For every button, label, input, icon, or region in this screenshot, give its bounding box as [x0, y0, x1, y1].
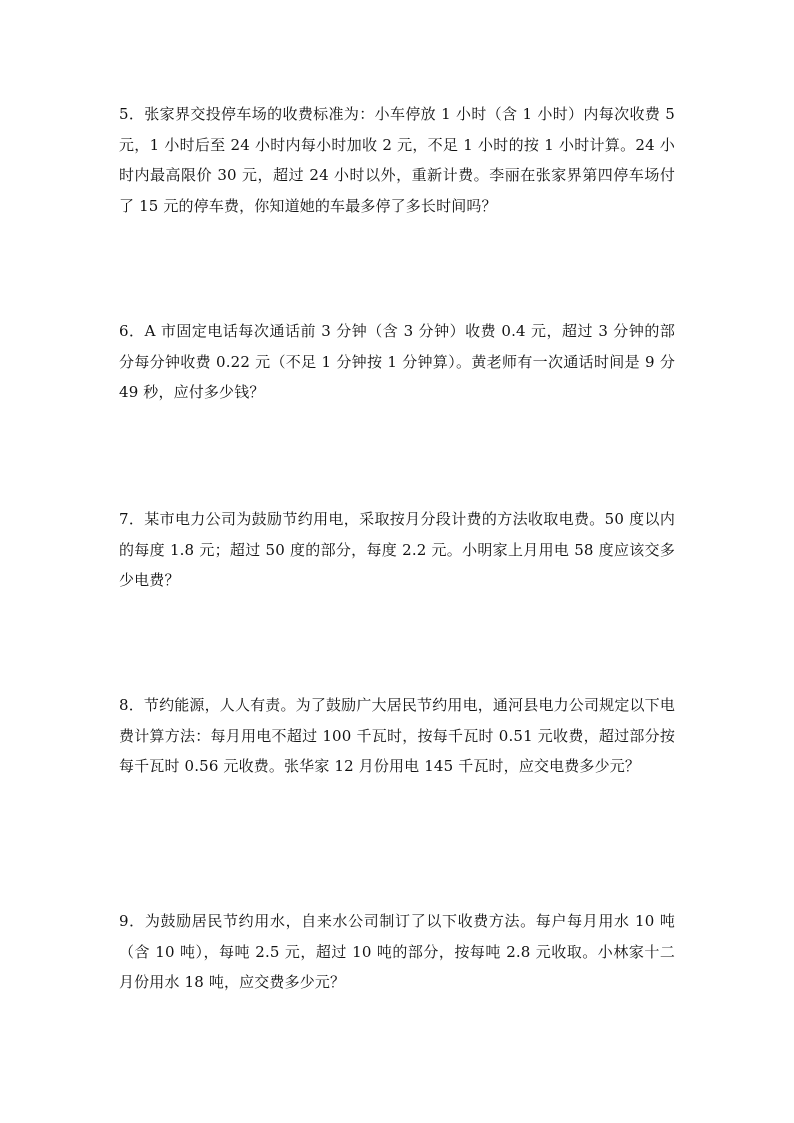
problem-7: [119, 504, 675, 596]
problem-9-text: 为鼓励居民节约用水，自来水公司制订了以下收费方法。每户每月用水 10 吨（含 10 吨），每吨 2.5 元，超过 10 吨的部分，按每吨 2.8 元收取。小林家十二月份用水 18 吨，应交费多少元？: [119, 912, 676, 991]
problem-6-number: 6．: [119, 322, 145, 340]
problem-8-number: 8．: [119, 696, 144, 714]
problem-8: [119, 690, 675, 782]
problem-6-text: A 市固定电话每次通话前 3 分钟（含 3 分钟）收费 0.4 元，超过 3 分钟的部分每分钟收费 0.22 元（不足 1 分钟按 1 分钟算）。黄老师有一次通话时间是 9 分 49 秒，应付多少钱？: [119, 322, 676, 401]
problem-5-text: 张家界交投停车场的收费标准为：小车停放 1 小时（含 1 小时）内每次收费 5 元，1 小时后至 24 小时内每小时加收 2 元，不足 1 小时的按 1 小时计算。24 小时内最高限价 30 元，超过 24 小时以外，重新计费。李丽在张家界第四停车场付了 15 元的停车费，你知道她的车最多停了多长时间吗？: [119, 105, 676, 215]
problem-5-number: 5．: [119, 105, 145, 123]
problem-9-number: 9．: [119, 912, 145, 930]
problem-9: [119, 906, 675, 998]
problem-7-text: 某市电力公司为鼓励节约用电，采取按月分段计费的方法收取电费。50 度以内的每度 1.8 元；超过 50 度的部分，每度 2.2 元。小明家上月用电 58 度应该交多少电费？: [119, 510, 676, 589]
problem-6: [119, 316, 675, 408]
problem-5: [119, 99, 675, 221]
problem-8-text: 节约能源，人人有责。为了鼓励广大居民节约用电，通河县电力公司规定以下电费计算方法：每月用电不超过 100 千瓦时，按每千瓦时 0.51 元收费，超过部分按每千瓦时 0.56 元收费。张华家 12 月份用电 145 千瓦时，应交电费多少元？: [119, 696, 676, 775]
problem-7-number: 7．: [119, 510, 145, 528]
